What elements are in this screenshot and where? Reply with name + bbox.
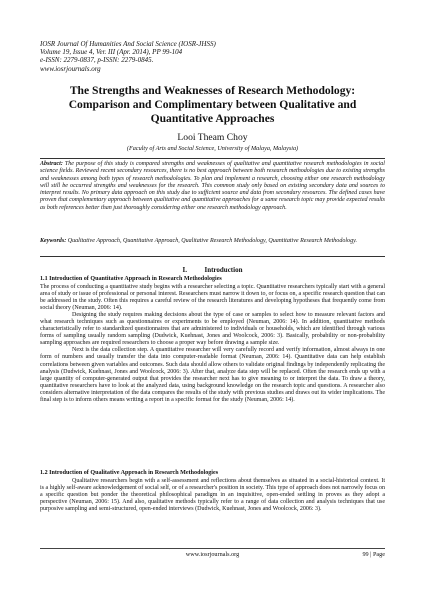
paragraph: The process of conducting a quantitative study begins with a researcher selecting a topic. Quantitative researchers typically start with a general area of study or issue of professional or personal interest. Researchers must narrow it down to, or focus on, a specific research question that can be addressed in the study. Often this requires a careful review of the research literatures and developing hypotheses that frequently come from social theory (Neuman, 2006: 14). [40,284,385,312]
keywords-text: Qualitative Approach, Quantitative Approach, Qualitative Research Methodology, Quantitative Research Methodology. [67,238,357,244]
journal-volume: Volume 19, Issue 4, Ver. III (Apr. 2014), PP 99-104 [40,48,183,57]
paper-title: The Strengths and Weaknesses of Research Methodology: Comparison and Complimentary between Qualitative and Quantitative Approaches [68,84,357,125]
section-title: Introduction [204,266,243,274]
keywords [40,238,385,245]
footer-url[interactable]: www.iosrjournals.org [185,551,240,558]
abstract [40,161,385,212]
paragraph: Designing the study requires making decisions about the type of case or samples to select how to measure relevant factors and what research techniques such as questionnaires or experiments to be employed (Neuman, 2006: 14). In addition, quantitative methods characteristically refer to standardized questionnaires that are administered to individuals or households, which are identified through various forms of sampling usually random sampling (Dudwick, Kuehnast, Jones and Woolcock, 2006: 3). Basically, probability or non-probability sampling approaches are required researchers to choose a proper way before drawing a sample size. [40,312,385,347]
abstract-bottom-rule [40,256,385,257]
journal-header [40,40,380,73]
abstract-top-rule [40,158,385,159]
abstract-label: Abstract: [40,161,63,167]
author-name: Looi Theam Choy [177,132,248,143]
section-heading-introduction [40,266,385,274]
journal-website[interactable]: www.iosrjournals.org [40,64,101,73]
author-affiliation: (Faculty of Arts and Social Science, University of Malaya, Malaysia) [126,145,299,152]
journal-name: IOSR Journal Of Humanities And Social Science (IOSR-JHSS) [40,40,216,48]
subsection-heading-qualitative: 1.2 Introduction of Qualitative Approach in Research Methodologies [40,470,219,476]
qualitative-body [40,478,385,513]
paragraph: Qualitative researchers begin with a self-assessment and reflections about themselves as situated in a social-historical context. It is a highly self-aware acknowledgement of social self, or of a researcher's position in society. This type of approach does not narrowly focus on a specific question but ponder the theoretical philosophical paradigm in an inquisitive, open-ended settling in proves as they adopt a perspective (Neuman, 2006: 15). And also, qualitative methods typically refer to a range of data collection and analysis techniques that use purposive sampling and semi-structured, open-ended interviews (Dudwick, Kuehnast, Jones and Woolcock, 2006: 3). [40,478,385,513]
journal-issn: e-ISSN: 2279-0837, p-ISSN: 2279-0845. [40,56,154,65]
keywords-label: Keywords: [40,238,67,244]
section-number: I. [182,266,187,274]
abstract-text: The purpose of this study is compared strengths and weaknesses of qualitative and quantitative research methodologies in social science fields. Reviewed recent secondary resources, there is no best approach between both research methodologies due to existing strengths and weaknesses among both types of research methodologies. To plan and implement a research, choosing either one research methodology will still be occurred strengths and weaknesses for the research. This common study only based on existing secondary data and sources to interpret results. No primary data approach on this study due to sufficient source and data from secondary resources. The defined cases have proven that complementary approach between qualitative and quantitative approaches for a same research topic may provide expected results as both references better than just thoroughly considering either one research methodology approach. [40,161,385,211]
paragraph: Next is the data collection step. A quantitative researcher will very carefully record and verify information, almost always in one form of numbers and usually transfer the data into computer-readable format (Neuman, 2006: 14). Quantitative data can help establish correlations between given variables and outcomes. Such data should allow others to validate original findings by independently replicating the analysis (Dudwick, Kuehnast, Jones and Woolcock, 2006: 3). After that, analyze data step will be replaced. Often the research ends up with a large quantity of computer-generated output that provides the researcher next has to give meaning to or interpret the data. To draw a theory, quantitative researchers have to look at the analyzed data, using background knowledge on the research topic and questions. A researcher also considers alternative interpretation of the data compares the results of the study with previous studies and draws out its wider implications. The final step is to inform others means writing a report in a specific format for the study (Neuman, 2006: 14). [40,347,385,403]
page-number: 99 | Page [362,551,385,558]
footer-rule [40,548,385,549]
quantitative-body [40,284,385,404]
subsection-heading-quantitative: 1.1 Introduction of Quantitative Approach in Research Methodologies [40,276,222,282]
